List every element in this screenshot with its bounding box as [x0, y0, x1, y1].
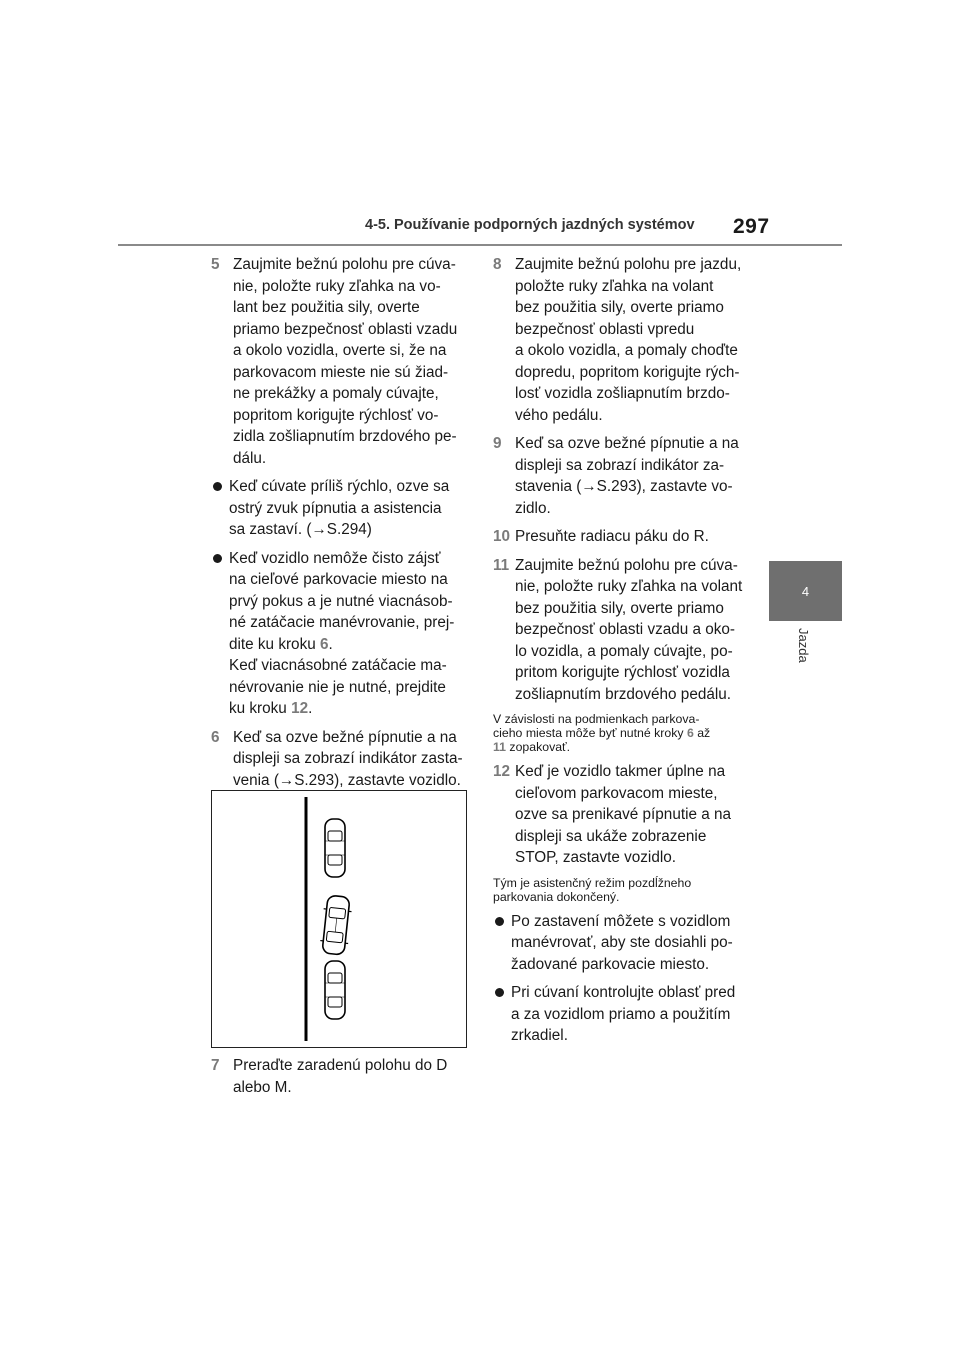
step-reference: 12: [291, 700, 309, 717]
parking-diagram: [212, 791, 466, 1047]
bullet-multiple-maneuvers: [211, 548, 469, 720]
bullet-check-area: [493, 982, 757, 1047]
maneuvering-car: [319, 895, 353, 956]
step-12: [493, 761, 757, 869]
step-number: 5: [211, 256, 220, 273]
header-rule: [118, 244, 842, 246]
left-column: [211, 254, 469, 798]
bullet-text: Keď vozidlo nemôže čisto zájsť na cieľové parkovacie miesto na prvý pokus a je nutné viacnásob- né zatáčacie manévrovanie, prej- dite ku kroku 6. Keď viacnásobné zatáčacie ma- névrovanie nie je nutné, prejdite ku kroku 12.: [229, 549, 455, 717]
step-text: Zaujmite bežnú polohu pre cúva- nie, položte ruky zľahka na vo- lant bez použitia sily, overte priamo bezpečnosť oblasti vzadu a okolo vozidla, overte si, že na parkovacom mieste nie sú žiad- ne prekážky a pomaly cúvajte, popritom korigujte rýchlosť vo- zidla zošliapnutím brzdového pe- dálu.: [233, 256, 458, 467]
step-number: 7: [211, 1057, 220, 1074]
chapter-number: 4: [801, 583, 810, 599]
chapter-label: Jazda: [796, 628, 811, 663]
step-number: 10: [493, 528, 511, 545]
section-title: 4-5. Používanie podporných jazdných systémov: [365, 217, 695, 233]
step-number: 6: [211, 728, 220, 746]
step-9: [493, 433, 757, 519]
step-text: Keď je vozidlo takmer úplne na cieľovom parkovacom mieste, ozve sa prenikavé pípnutie a na displeji sa ukáže zobrazenie STOP, zastavte vozidlo.: [515, 763, 732, 866]
step-number: 12: [493, 763, 511, 780]
bullet-dot-icon: [211, 548, 229, 720]
step-8: [493, 254, 757, 426]
bullet-text: Keď cúvate príliš rýchlo, ozve sa ostrý zvuk pípnutia a asistencia sa zastaví. (→S.294): [229, 478, 450, 538]
parking-illustration: [211, 790, 467, 1048]
step-reference: 11: [493, 740, 506, 754]
parked-car-front: [325, 819, 345, 877]
step-11: [493, 555, 757, 706]
note-repeat-steps: V závislosti na podmienkach parkova- cieho miesta môže byť nutné kroky 6 až 11 zopakovať.: [493, 712, 711, 754]
step-number: 9: [493, 435, 502, 452]
bullet-too-fast: [211, 476, 469, 541]
chapter-tab: [769, 561, 842, 621]
right-column: [493, 254, 757, 1054]
bullet-text: Po zastavení môžete s vozidlom manévrovať, aby ste dosiahli po- žadované parkovacie miesto.: [511, 912, 733, 973]
bullet-dot-icon: [211, 476, 229, 541]
step-text: Zaujmite bežnú polohu pre jazdu, položte ruky zľahka na volant bez použitia sily, overte priamo bezpečnosť oblasti vpredu a okolo vozidla, a pomaly choďte dopredu, popritom korigujte rých- losť vozidla zošliapnutím brzdo- vého pedálu.: [515, 256, 742, 424]
step-7: [211, 1055, 469, 1098]
step-reference: 6: [319, 635, 329, 653]
note-mode-complete: Tým je asistenčný režim pozdĺžneho parkovania dokončený.: [493, 875, 692, 904]
left-column-bottom: [211, 1055, 469, 1105]
step-6: [211, 727, 469, 792]
step-text: Preraďte zaradenú polohu do D alebo M.: [233, 1057, 448, 1096]
step-text: Keď sa ozve bežné pípnutie a na displeji sa zobrazí indikátor za- stavenia (→S.293), zastavte vo- zidlo.: [515, 435, 739, 517]
bullet-dot-icon: [493, 982, 511, 1047]
page-number: 297: [733, 215, 770, 238]
step-5: [211, 254, 469, 469]
bullet-after-stop: [493, 911, 757, 976]
step-text: Presuňte radiacu páku do R.: [515, 528, 709, 545]
step-text: Keď sa ozve bežné pípnutie a na displeji sa zobrazí indikátor zasta- venia (→S.293), zastavte vozidlo.: [233, 728, 463, 789]
step-number: 8: [493, 256, 502, 273]
step-text: Zaujmite bežnú polohu pre cúva- nie, položte ruky zľahka na volant bez použitia sily, overte priamo bezpečnosť oblasti vzadu a oko- lo vozidla, a pomaly cúvajte, po- pritom korigujte rýchlosť vozidla zošliapnutím brzdového pedálu.: [515, 556, 743, 703]
step-reference: 6: [686, 726, 694, 740]
bullet-dot-icon: [493, 911, 511, 976]
step-number: 11: [493, 556, 510, 574]
bullet-text: Pri cúvaní kontrolujte oblasť pred a za vozidlom priamo a použitím zrkadiel.: [511, 984, 736, 1044]
step-10: [493, 526, 757, 548]
parked-car-rear: [325, 961, 345, 1019]
